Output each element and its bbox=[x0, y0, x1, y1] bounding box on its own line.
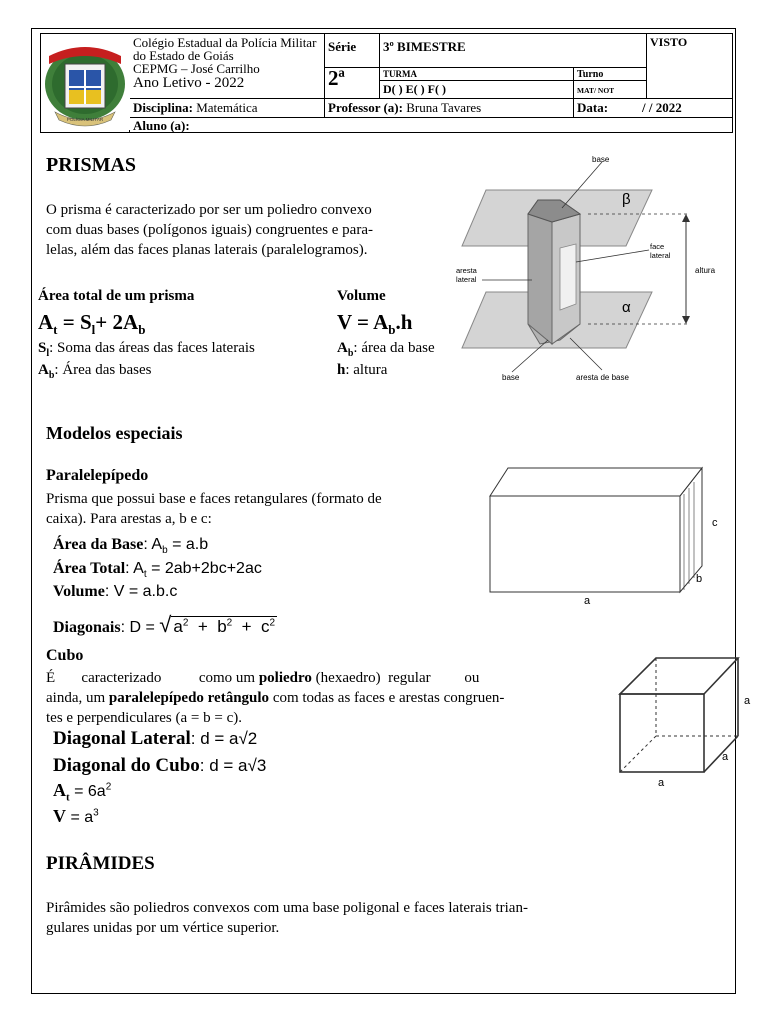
sl-description: $S_l$: Soma das áreas das faces laterais bbox=[38, 340, 255, 359]
label-aresta-base: aresta de base bbox=[576, 373, 629, 382]
box-figure bbox=[486, 464, 726, 606]
volume-box-formula: Volume: V = a.b.c bbox=[53, 583, 178, 600]
bimestre: 3º BIMESTRE bbox=[380, 34, 647, 68]
area-total-title: Área total de um prisma bbox=[38, 288, 195, 304]
school-crest-logo bbox=[41, 34, 130, 130]
school-name-line3: CEPMG – José Carrilho bbox=[133, 61, 260, 76]
piramides-title: PIRÂMIDES bbox=[46, 853, 155, 874]
school-info-cell bbox=[130, 34, 325, 99]
box-label-c: c bbox=[712, 517, 718, 529]
box-label-a: a bbox=[584, 595, 591, 607]
prism-figure bbox=[452, 152, 730, 384]
school-name-line1: Colégio Estadual da Polícia Militar bbox=[133, 35, 317, 50]
cubo-desc: É caracterizado como um poliedro (hexaedro) regular ou ainda, um paralelepípedo retângulo com todas as faces e arestas congruen- tes e perpendiculares (a = b = c). bbox=[46, 670, 505, 726]
ab-volume-description: $A_b$: área da base bbox=[337, 340, 435, 359]
school-name-line2: do Estado de Goiás bbox=[133, 48, 234, 63]
turma-options: D( ) E( ) F( ) bbox=[383, 82, 446, 97]
label-alpha: α bbox=[622, 299, 631, 316]
turno-options: MAT/ NOT bbox=[577, 86, 615, 96]
at-cubo-formula: $A_t = 6a^2$ bbox=[53, 780, 112, 804]
diagonais-formula: Diagonais: D = √ $a^2 + b^2 + c^2$ bbox=[53, 612, 276, 637]
visto-box: VISTO bbox=[647, 34, 733, 99]
cubo-title: Cubo bbox=[46, 647, 84, 664]
modelos-title: Modelos especiais bbox=[46, 423, 183, 443]
cube-label-a-side: a bbox=[722, 751, 729, 763]
cube-figure bbox=[612, 652, 751, 794]
ano-letivo: Ano Letivo - 2022 bbox=[133, 75, 245, 91]
label-base-bottom: base bbox=[502, 373, 520, 382]
cube-label-a-right: a bbox=[744, 695, 751, 707]
turno-label: Turno bbox=[574, 68, 646, 81]
volume-title: Volume bbox=[337, 288, 386, 304]
diag-cubo-formula: Diagonal do Cubo: d = a√3 bbox=[53, 755, 267, 776]
label-beta: β bbox=[622, 191, 631, 208]
aluno-cell: Aluno (a): bbox=[130, 117, 733, 132]
label-base-top: base bbox=[592, 155, 610, 164]
header-table bbox=[40, 33, 733, 133]
disciplina-cell: Disciplina: Matemática bbox=[130, 98, 325, 117]
paralelepipedo-title: Paralelepípedo bbox=[46, 467, 149, 484]
prismas-intro: O prisma é caracterizado por ser um poliedro convexo com duas bases (polígonos iguais) congruentes e para- lelas, além das faces planas laterais (paralelogramos). bbox=[46, 202, 373, 258]
area-base-formula: Área da Base: $A_b = a.b$ bbox=[53, 536, 209, 557]
label-face-lateral: face lateral bbox=[650, 242, 671, 260]
box-label-b: b bbox=[696, 573, 703, 585]
prismas-title: PRISMAS bbox=[46, 154, 137, 176]
professor-cell: Professor (a): Bruna Tavares bbox=[325, 98, 574, 117]
logo-ribbon-text: POLÍCIA MILITAR bbox=[66, 117, 104, 122]
turma-label: TURMA bbox=[380, 68, 573, 81]
serie-label: Série bbox=[325, 34, 380, 68]
serie-value: 2ª bbox=[325, 68, 380, 98]
piramides-desc: Pirâmides são poliedros convexos com uma base poligonal e faces laterais trian- gulares unidas por um vértice superior. bbox=[46, 900, 528, 936]
h-description: h: altura bbox=[337, 362, 388, 378]
cube-label-a-bottom: a bbox=[658, 777, 665, 789]
logo-cell bbox=[41, 34, 130, 133]
paralelepipedo-desc: Prisma que possui base e faces retangulares (formato de caixa). Para arestas a, b e c: bbox=[46, 491, 382, 527]
diag-lateral-formula: Diagonal Lateral: d = a√2 bbox=[53, 728, 258, 749]
ab-description: $A_b$: Área das bases bbox=[38, 362, 152, 381]
label-altura: altura bbox=[695, 266, 716, 275]
v-cubo-formula: $V = a^3$ bbox=[53, 806, 99, 826]
area-total-formula: $A_t = S_l+ 2A_b$ bbox=[38, 310, 146, 338]
data-cell: Data: / / 2022 bbox=[574, 98, 733, 117]
area-total-box-formula: Área Total: $A_t = 2ab+2bc+2ac$ bbox=[53, 560, 262, 581]
volume-formula: $V = A_b.h$ bbox=[337, 310, 413, 338]
face-lateral-highlight bbox=[560, 244, 576, 310]
label-aresta-lateral: aresta lateral bbox=[456, 266, 477, 284]
